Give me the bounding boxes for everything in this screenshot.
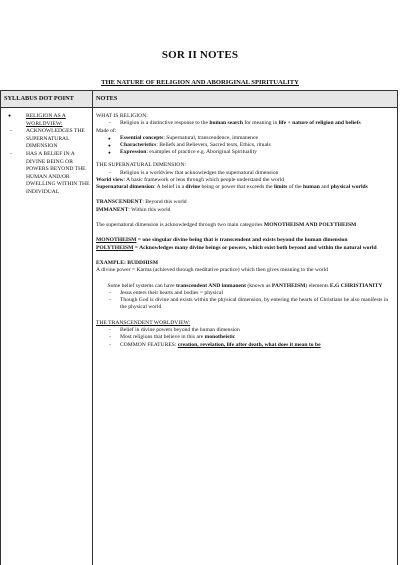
transcendent-point-2: - Most religions that believe in this are monotheistic <box>96 334 394 341</box>
syllabus-subpoint-2: - HAS A BELIEF IN A DIVINE BEING OR POWERS BEYOND THE HUMAN AND/OR DWELLING WITHIN THE INDIVIDUAL <box>4 151 90 197</box>
transcendent-definition: TRANSCENDENT: Beyond this world <box>96 199 187 206</box>
supernatural-point: - Religion is a worldview that acknowledges the supernatural dimension <box>96 170 394 177</box>
supernatural-dimension-definition: Supernatural dimension: A belief in a divine being or power that exceeds the limits of the human and physical worlds <box>96 184 368 191</box>
buddhism-paragraph: A divine power = Karma (achieved through meditative practice) which then gives meaning to the world <box>96 267 328 274</box>
transcendent-point-3: - COMMON FEATURES: creation, revelation, life after death, what does it mean to be <box>96 342 394 349</box>
column-divider <box>92 91 93 565</box>
god-point: - Though God is divine and exists within the physical dimension, by entering the hearts of Christians he also manifests in the physical world <box>96 297 394 312</box>
pantheism-paragraph: Some belief systems can have transcendent AND immanent (known as PANTHEISM) elements E.G CHRISTIANITY <box>107 282 383 289</box>
page-title: SOR II NOTES <box>161 49 239 61</box>
made-of-label: Made of: <box>96 127 117 134</box>
syllabus-subpoint-1: - ACKNOWLEDGES THE SUPERNATURAL DIMENSION <box>4 128 90 151</box>
immanent-definition: IMMANENT: Within this world <box>96 206 171 213</box>
header-notes: NOTES <box>96 95 118 102</box>
monotheism-definition: MONOTHEISM = one singular divine being that is transcendent and exists beyond the human dimension <box>96 237 348 244</box>
syllabus-point: ● RELIGION AS A WORLDVIEW: <box>4 113 90 128</box>
header-syllabus-dot-point: SYLLABUS DOT POINT <box>4 95 74 102</box>
transcendent-worldview-heading: THE TRANSCENDENT WORLDVIEW: <box>96 319 191 326</box>
example-buddhism-heading: EXAMPLE: BUDDHISM <box>96 259 158 266</box>
jesus-point: - Jesus enters their hearts and bodies = physical <box>96 290 394 297</box>
categories-paragraph: The supernatural dimension is acknowledged through two main categories MONOTHEISM AND POLYTHEISM <box>96 222 357 229</box>
transcendent-point-1: - Belief in divine powers beyond the human dimension <box>96 327 394 334</box>
supernatural-dimension-heading: THE SUPERNATURAL DIMENSION: <box>96 162 186 169</box>
page-subtitle: THE NATURE OF RELIGION AND ABORIGINAL SPIRITUALITY <box>101 79 299 86</box>
table-header-row <box>1 91 397 108</box>
polytheism-definition: POLYTHEISM = Acknowledges many divine beings or powers, which exist both beyond and within the natural world <box>96 244 377 251</box>
world-view-definition: World view: A basic framework or lens through which people understand the world <box>96 176 284 183</box>
notes-column <box>96 113 394 349</box>
syllabus-column <box>4 113 90 197</box>
notes-table <box>0 90 398 565</box>
religion-definition: - Religion is a distinctive response to the human search for meaning in life + nature of religion and beliefs <box>96 120 394 127</box>
expression-item: ● Expression: examples of practice e.g. Aboriginal Spirituality <box>96 149 394 156</box>
what-is-religion-heading: WHAT IS RELIGION: <box>96 113 148 119</box>
essential-concepts-item: ● Essential concepts: Supernatural, transcendence, immanence <box>96 135 394 142</box>
characteristics-item: ● Characteristics: Beliefs and Believers, Sacred texts, Ethics, rituals <box>96 142 394 149</box>
